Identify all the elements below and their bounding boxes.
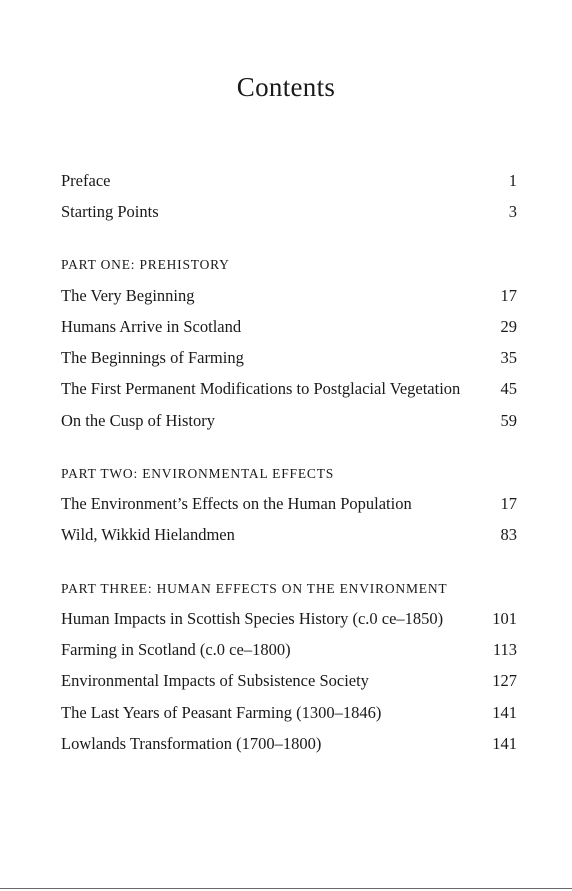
toc-entry [61, 171, 517, 191]
toc-entry-title: The Environment’s Effects on the Human Population [61, 494, 412, 513]
toc-entry [61, 609, 517, 629]
toc-entry-title: Wild, Wikkid Hielandmen [61, 525, 235, 544]
toc-entry-page: 127 [492, 671, 517, 690]
toc-entry-page: 141 [492, 703, 517, 722]
toc-entry [61, 671, 517, 691]
toc-entry [61, 734, 517, 754]
toc-entry-title: Starting Points [61, 202, 159, 221]
toc-entry-title: Environmental Impacts of Subsistence Society [61, 671, 369, 690]
toc-entry-page: 17 [500, 286, 517, 305]
toc-entry-page: 141 [492, 734, 517, 753]
toc-entry [61, 379, 517, 399]
toc-entry [61, 640, 517, 660]
toc-entry-title: The Beginnings of Farming [61, 348, 244, 367]
toc-entry [61, 286, 517, 306]
toc-entry [61, 494, 517, 514]
toc-entry-title: Humans Arrive in Scotland [61, 317, 242, 336]
toc-entry [61, 703, 517, 723]
toc-entry-title: Lowlands Transformation (1700–1800) [61, 734, 322, 753]
toc-entry-title: On the Cusp of History [61, 411, 215, 430]
toc-entry [61, 525, 517, 545]
toc-entry-page: 17 [500, 494, 517, 513]
part-heading: PART ONE: PREHISTORY [61, 257, 230, 272]
toc-entry-page: 59 [500, 411, 517, 430]
toc-entry-title: Preface [61, 171, 111, 190]
toc-entry-page: 29 [500, 317, 517, 336]
toc-entry-title: The First Permanent Modifications to Postglacial Vegetation [61, 379, 461, 398]
page-title: Contents [236, 72, 336, 102]
toc-entry [61, 411, 517, 431]
toc-entry-page: 83 [500, 525, 517, 544]
toc-entry-page: 45 [500, 379, 517, 398]
toc-entry-page: 101 [492, 609, 517, 628]
toc-entry-title: The Last Years of Peasant Farming (1300–1846) [61, 703, 382, 722]
part-heading: PART THREE: HUMAN EFFECTS ON THE ENVIRONMENT [61, 581, 448, 596]
toc-entry [61, 202, 517, 222]
toc-entry-page: 35 [500, 348, 517, 367]
toc-entry [61, 317, 517, 337]
toc-entry-page: 1 [508, 171, 517, 190]
toc-entry-title: The Very Beginning [61, 286, 195, 305]
page-edge-rule [0, 888, 572, 889]
toc-entry [61, 348, 517, 368]
toc-entry-title: Human Impacts in Scottish Species History (c.0 ce–1850) [61, 609, 444, 628]
toc-entry-page: 3 [508, 202, 517, 221]
toc-entry-title: Farming in Scotland (c.0 ce–1800) [61, 640, 291, 659]
toc-entry-page: 113 [492, 640, 517, 659]
part-heading: PART TWO: ENVIRONMENTAL EFFECTS [61, 466, 335, 481]
